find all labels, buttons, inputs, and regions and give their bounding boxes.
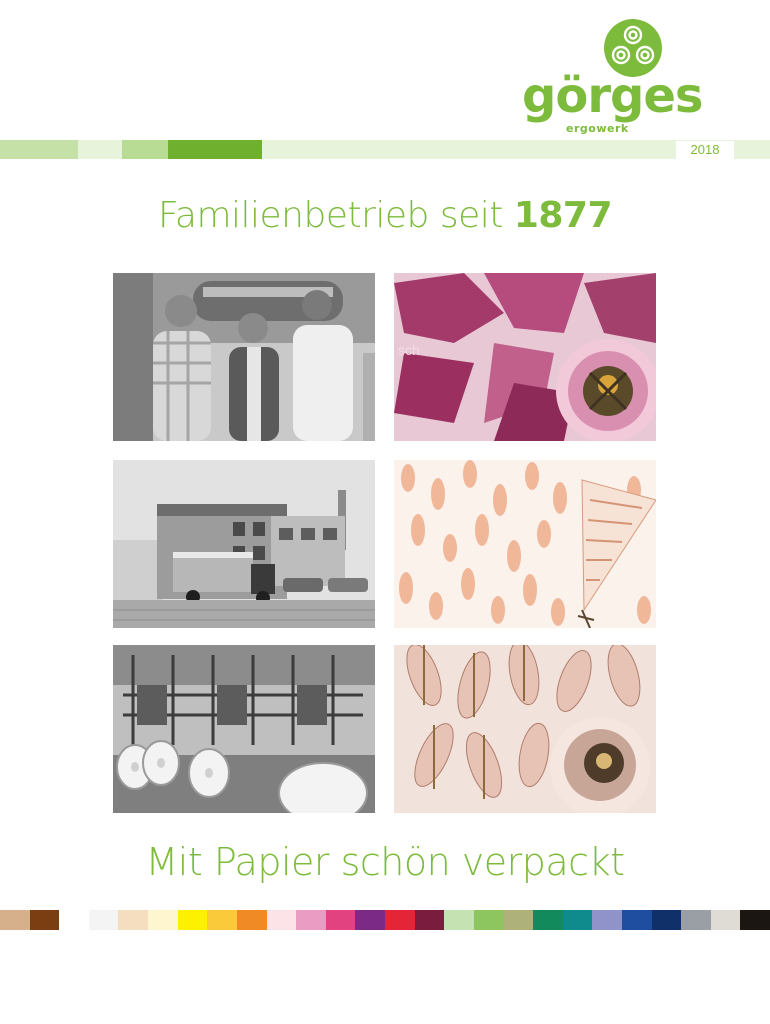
color-swatch xyxy=(385,910,415,930)
color-swatch xyxy=(267,910,297,930)
slogan: Mit Papier schön verpackt xyxy=(145,840,625,884)
color-swatch xyxy=(118,910,148,930)
headline-year: 1877 xyxy=(513,195,613,236)
stripe-segment xyxy=(0,140,78,159)
color-swatch xyxy=(326,910,356,930)
color-swatch xyxy=(533,910,563,930)
color-swatch xyxy=(563,910,593,930)
color-swatch xyxy=(503,910,533,930)
color-swatch xyxy=(237,910,267,930)
color-swatch xyxy=(740,910,770,930)
color-swatch xyxy=(207,910,237,930)
apricot-dotted-paper-photo xyxy=(394,460,656,628)
paper-color-palette xyxy=(0,910,770,930)
brand-name: görges xyxy=(522,68,703,124)
color-swatch xyxy=(178,910,208,930)
color-swatch xyxy=(89,910,119,930)
headline-text: Familienbetrieb seit xyxy=(157,195,514,236)
headline xyxy=(0,195,770,236)
brand-tagline: ergowerk xyxy=(566,122,629,135)
color-swatch xyxy=(711,910,741,930)
color-swatch xyxy=(415,910,445,930)
color-swatch xyxy=(652,910,682,930)
edition-year: 2018 xyxy=(676,141,734,159)
color-swatch xyxy=(30,910,60,930)
stripe-segment xyxy=(168,140,262,159)
svg-text:sch: sch xyxy=(398,342,420,358)
paper-machine-hall-photo xyxy=(113,645,375,813)
color-swatch xyxy=(296,910,326,930)
color-swatch xyxy=(592,910,622,930)
color-swatch xyxy=(148,910,178,930)
factory-building-truck-photo xyxy=(113,460,375,628)
stripe-segment xyxy=(122,140,168,159)
color-swatch xyxy=(622,910,652,930)
stripe-segment xyxy=(78,140,122,159)
family-portrait-photo xyxy=(113,273,375,441)
color-swatch xyxy=(59,910,89,930)
top-color-stripe xyxy=(0,140,770,159)
color-swatch xyxy=(474,910,504,930)
pink-floral-paper-photo xyxy=(394,273,656,441)
color-swatch xyxy=(444,910,474,930)
leaf-pattern-paper-photo xyxy=(394,645,656,813)
color-swatch xyxy=(355,910,385,930)
color-swatch xyxy=(0,910,30,930)
brand-logo xyxy=(518,18,738,135)
color-swatch xyxy=(681,910,711,930)
